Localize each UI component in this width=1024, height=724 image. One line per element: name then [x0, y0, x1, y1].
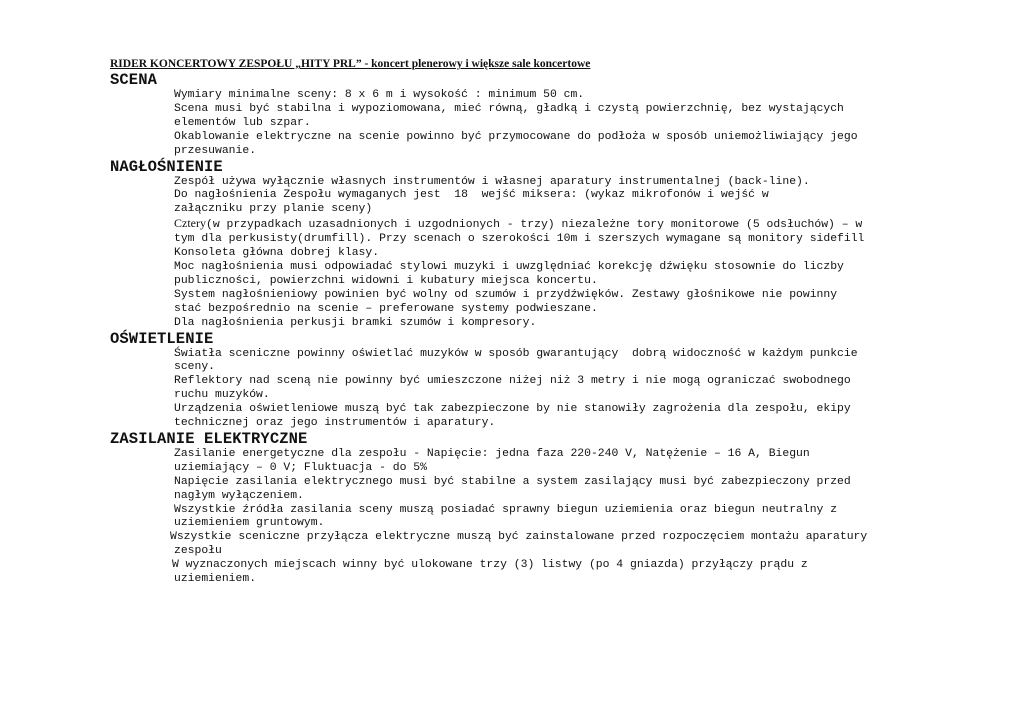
- naglosnienie-line-5: tym dla perkusisty(drumfill). Przy scenach o szerokości 10m i szerszych wymagane są monitory sidefill: [174, 233, 865, 246]
- naglosnienie-line-8: publiczności, powierzchni widowni i kubatury miejsca koncertu.: [174, 274, 598, 287]
- section-heading-oswietlenie: OŚWIETLENIE: [110, 329, 214, 348]
- zasilanie-line-3: Napięcie zasilania elektrycznego musi być stabilne a system zasilający musi być zabezpieczony przed: [174, 475, 851, 488]
- scena-line-4: Okablowanie elektryczne na scenie powinno być przymocowane do podłoża w sposób uniemożliwiający jego: [174, 130, 858, 143]
- naglosnienie-line-11: Dla nagłośnienia perkusji bramki szumów i kompresory.: [174, 316, 537, 329]
- naglosnienie-line-9: System nagłośnieniowy powinien być wolny od szumów i przydźwięków. Zestawy głośnikowe nie powinny: [174, 288, 838, 301]
- naglosnienie-monitor-line: [174, 217, 924, 233]
- naglosnienie-line-6: Konsoleta główna dobrej klasy.: [174, 247, 380, 260]
- monitor-line-rest: (w przypadkach uzasadnionych i uzgodnionych - trzy) niezależne tory monitorowe (5 odsłuchów) – w: [206, 219, 863, 232]
- zasilanie-line-6: uziemieniem gruntowym.: [174, 517, 325, 530]
- scena-line-3: elementów lub szpar.: [174, 116, 311, 129]
- naglosnienie-line-7: Moc nagłośnienia musi odpowiadać stylowi muzyki i uwzględniać korekcję dźwięku stosownie do liczby: [174, 260, 844, 273]
- oswietlenie-line-2: sceny.: [174, 361, 216, 374]
- oswietlenie-line-4: ruchu muzyków.: [174, 389, 270, 402]
- zasilanie-line-1: Zasilanie energetyczne dla zespołu - Napięcie: jedna faza 220-240 V, Natężenie – 16 A, Biegun: [174, 447, 810, 460]
- section-heading-scena: SCENA: [110, 71, 158, 89]
- zasilanie-line-4: nagłym wyłączeniem.: [174, 489, 304, 502]
- oswietlenie-line-6: technicznej oraz jego instrumentów i aparatury.: [174, 417, 496, 430]
- scena-line-5: przesuwanie.: [174, 144, 257, 157]
- zasilanie-line-5: Wszystkie źródła zasilania sceny muszą posiadać sprawny biegun uziemienia oraz biegun neutralny z: [174, 503, 838, 516]
- naglosnienie-line-1: Zespół używa wyłącznie własnych instrumentów i własnej aparatury instrumentalnej (back-line).: [174, 175, 810, 188]
- section-heading-zasilanie: ZASILANIE ELEKTRYCZNE: [110, 429, 308, 448]
- oswietlenie-line-1: Światła sceniczne powinny oświetlać muzyków w sposób gwarantujący dobrą widoczność w każdym punkcie: [174, 347, 858, 360]
- monitor-count-word: Cztery: [174, 216, 206, 231]
- zasilanie-line-9: W wyznaczonych miejscach winny być ulokowane trzy (3) listwy (po 4 gniazda) przyłączy prądu z: [172, 559, 808, 572]
- zasilanie-line-10: uziemieniem.: [174, 573, 257, 586]
- oswietlenie-line-3: Reflektory nad sceną nie powinny być umieszczone niżej niż 3 metry i nie mogą ograniczać swobodnego: [174, 375, 851, 388]
- section-heading-naglosnienie: NAGŁOŚNIENIE: [110, 157, 223, 176]
- document-body: [110, 72, 920, 587]
- zasilanie-line-2: uziemiający – 0 V; Fluktuacja - do 5%: [174, 461, 427, 474]
- naglosnienie-line-2: Do nagłośnienia Zespołu wymaganych jest 18 wejść miksera: (wykaz mikrofonów i wejść w: [174, 189, 769, 202]
- naglosnienie-line-10: stać bezpośrednio na scenie – preferowane systemy podwieszane.: [174, 302, 598, 315]
- oswietlenie-line-5: Urządzenia oświetleniowe muszą być tak zabezpieczone by nie stanowiły zagrożenia dla zespołu, ekipy: [174, 403, 851, 416]
- zasilanie-line-7: Wszystkie sceniczne przyłącza elektryczne muszą być zainstalowane przed rozpoczęciem montażu aparatury: [170, 531, 868, 544]
- zasilanie-line-8: zespołu: [174, 545, 222, 558]
- document-title: RIDER KONCERTOWY ZESPOŁU „HITY PRL” - koncert plenerowy i większe sale koncertowe: [110, 58, 591, 70]
- scena-line-2: Scena musi być stabilna i wypoziomowana, mieć równą, gładką i czystą powierzchnię, bez wystających: [174, 102, 844, 115]
- naglosnienie-line-3: załączniku przy planie sceny): [174, 203, 373, 216]
- scena-line-1: Wymiary minimalne sceny: 8 x 6 m i wysokość : minimum 50 cm.: [174, 89, 585, 101]
